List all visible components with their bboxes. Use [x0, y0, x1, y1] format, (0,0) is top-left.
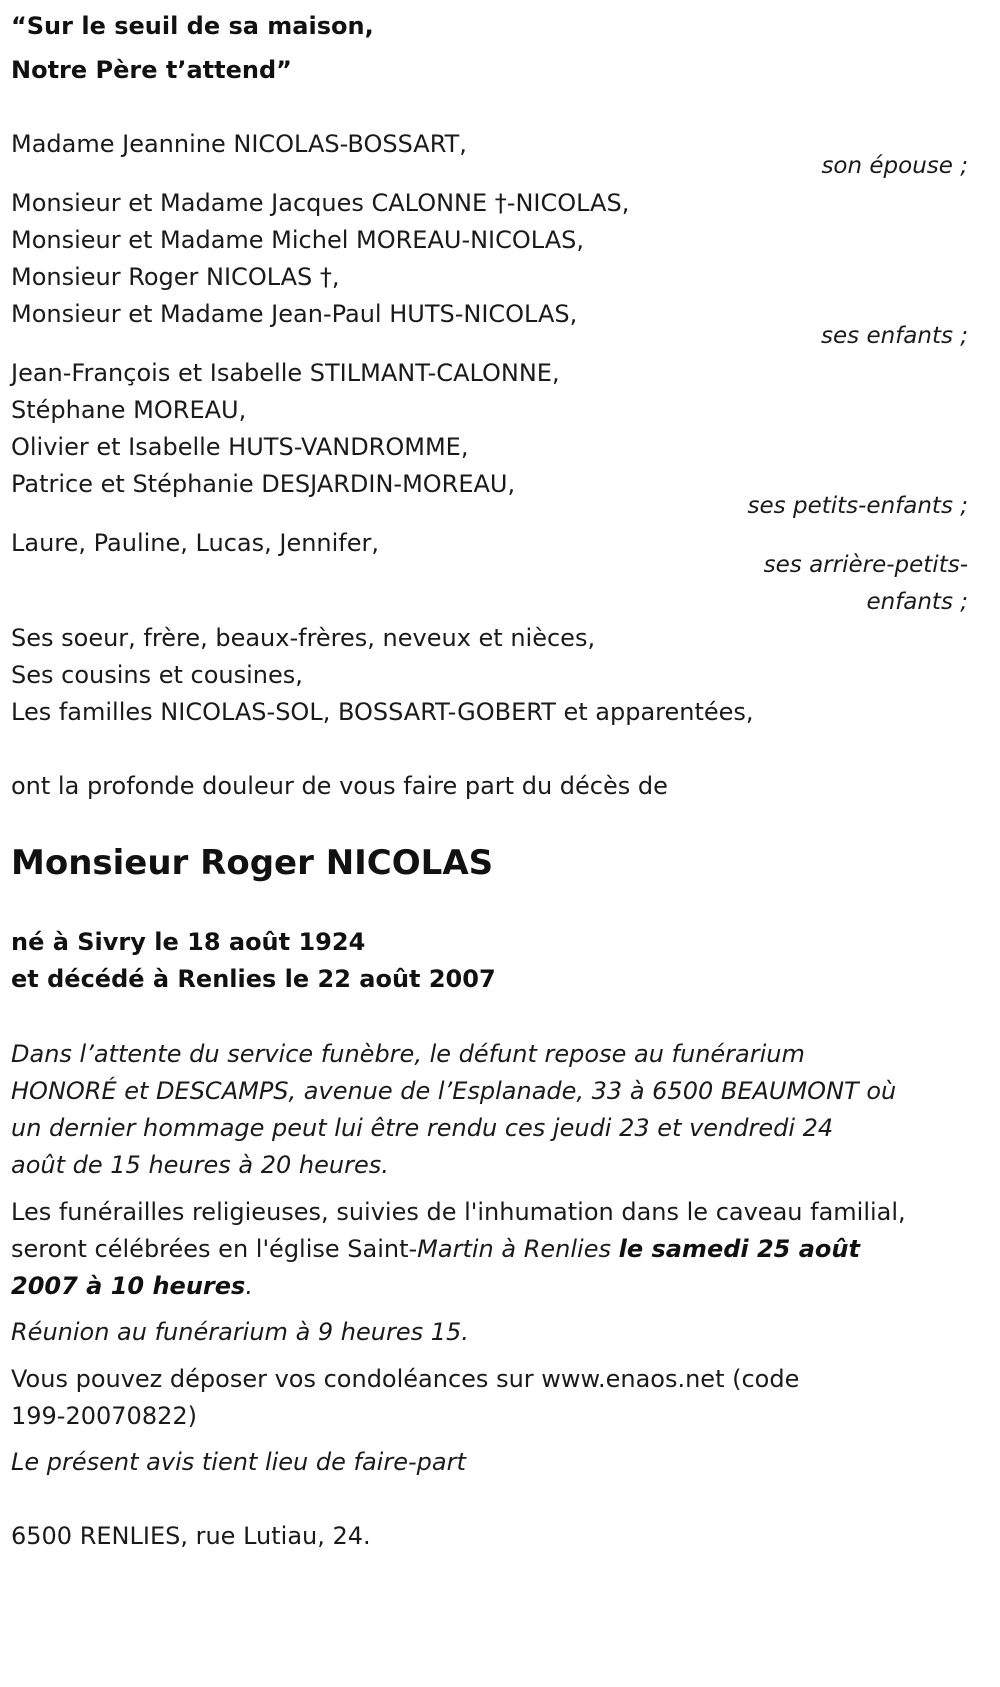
quote-line-2: Notre Père t’attend” [11, 56, 292, 84]
grandchild-line: Patrice et Stéphanie DESJARDIN-MOREAU, [11, 470, 516, 498]
address: 6500 RENLIES, rue Lutiau, 24. [11, 1522, 371, 1550]
funeral-line-3-end: . [245, 1272, 253, 1300]
funeral-line-2-normal: seront célébrées en l'église Saint- [11, 1235, 418, 1263]
wake-line: HONORÉ et DESCAMPS, avenue de l’Esplanade, 33 à 6500 BEAUMONT où [11, 1077, 897, 1105]
family-line: Les familles NICOLAS-SOL, BOSSART-GOBERT et apparentées, [11, 698, 754, 726]
spouse-relation: son épouse ; [821, 153, 968, 179]
child-line: Monsieur et Madame Jacques CALONNE †-NICOLAS, [11, 189, 630, 217]
condolences-line-2: 199-20070822) [11, 1402, 197, 1430]
great-grandchildren-relation-1: ses arrière-petits- [763, 552, 968, 578]
wake-line: un dernier hommage peut lui être rendu ces jeudi 23 et vendredi 24 [11, 1114, 834, 1142]
deceased-birth: né à Sivry le 18 août 1924 [11, 928, 366, 956]
funeral-date-part-2: 2007 à 10 heures [11, 1272, 246, 1300]
child-line: Monsieur et Madame Michel MOREAU-NICOLAS, [11, 226, 584, 254]
announcement: ont la profonde douleur de vous faire part du décès de [11, 772, 668, 800]
children-relation: ses enfants ; [821, 323, 968, 349]
condolences-line-1: Vous pouvez déposer vos condoléances sur www.enaos.net (code [11, 1365, 800, 1393]
meeting: Réunion au funérarium à 9 heures 15. [11, 1318, 469, 1346]
funeral-line-1: Les funérailles religieuses, suivies de l'inhumation dans le caveau familial, [11, 1198, 906, 1226]
child-line: Monsieur et Madame Jean-Paul HUTS-NICOLAS, [11, 300, 578, 328]
grandchild-line: Stéphane MOREAU, [11, 396, 247, 424]
quote-line-1: “Sur le seuil de sa maison, [11, 12, 374, 40]
great-grandchildren-line: Laure, Pauline, Lucas, Jennifer, [11, 529, 380, 557]
wake-line: août de 15 heures à 20 heures. [11, 1151, 389, 1179]
funeral-line-3 [11, 1272, 253, 1300]
family-line: Ses soeur, frère, beaux-frères, neveux et nièces, [11, 624, 596, 652]
funeral-date-part-1: le samedi 25 août [618, 1235, 860, 1263]
grandchild-line: Olivier et Isabelle HUTS-VANDROMME, [11, 433, 469, 461]
funeral-line-2 [11, 1235, 860, 1263]
notice: Le présent avis tient lieu de faire-part [11, 1448, 466, 1476]
deceased-death: et décédé à Renlies le 22 août 2007 [11, 965, 496, 993]
funeral-line-2-italic: Martin à Renlies [417, 1235, 619, 1263]
great-grandchildren-relation-2: enfants ; [866, 589, 968, 615]
grandchild-line: Jean-François et Isabelle STILMANT-CALONNE, [11, 359, 560, 387]
child-line: Monsieur Roger NICOLAS †, [11, 263, 340, 291]
deceased-name: Monsieur Roger NICOLAS [11, 843, 494, 883]
family-line: Ses cousins et cousines, [11, 661, 303, 689]
wake-line: Dans l’attente du service funèbre, le défunt repose au funérarium [11, 1040, 805, 1068]
spouse-name: Madame Jeannine NICOLAS-BOSSART, [11, 130, 467, 158]
grandchildren-relation: ses petits-enfants ; [747, 493, 968, 519]
